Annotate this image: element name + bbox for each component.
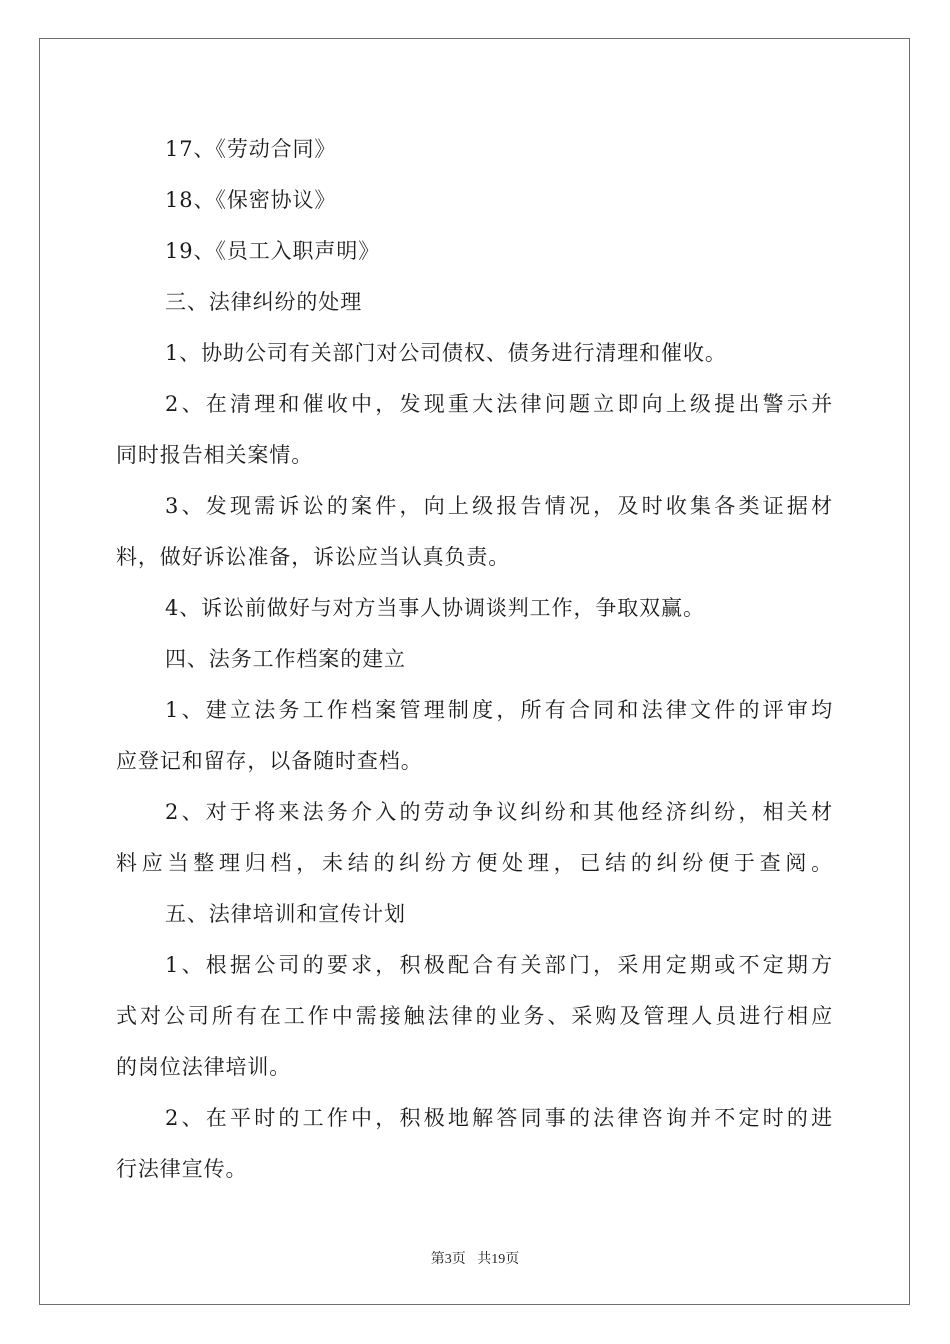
text-line: 18、《保密协议》	[165, 188, 337, 212]
text-line: 四、法务工作档案的建立	[165, 647, 406, 671]
text-line: 应登记和留存，以备随时查档。	[116, 749, 423, 773]
text-line: 行法律宣传。	[116, 1157, 248, 1181]
page-footer	[0, 1248, 950, 1268]
page-number: 第3页	[430, 1252, 466, 1267]
text-line: 料，做好诉讼准备，诉讼应当认真负责。	[116, 545, 511, 569]
text-line: 料应当整理归档，未结的纠纷方便处理，已结的纠纷便于查阅。	[116, 851, 833, 875]
text-line: 式对公司所有在工作中需接触法律的业务、采购及管理人员进行相应	[116, 1004, 833, 1028]
text-line: 19、《员工入职声明》	[165, 239, 381, 263]
text-line: 1、建立法务工作档案管理制度，所有合同和法律文件的评审均	[165, 698, 833, 722]
text-line: 3、发现需诉讼的案件，向上级报告情况，及时收集各类证据材	[165, 494, 833, 518]
text-line: 2、对于将来法务介入的劳动争议纠纷和其他经济纠纷，相关材	[165, 800, 833, 824]
text-line: 1、根据公司的要求，积极配合有关部门，采用定期或不定期方	[165, 953, 833, 977]
text-line: 2、在清理和催收中，发现重大法律问题立即向上级提出警示并	[165, 392, 833, 416]
text-line: 4、诉讼前做好与对方当事人协调谈判工作，争取双赢。	[165, 596, 705, 620]
text-line: 三、法律纠纷的处理	[165, 290, 363, 314]
text-line: 2、在平时的工作中，积极地解答同事的法律咨询并不定时的进	[165, 1106, 833, 1130]
page-total: 共19页	[477, 1252, 520, 1267]
text-line: 的岗位法律培训。	[116, 1055, 292, 1079]
text-line: 同时报告相关案情。	[116, 443, 314, 467]
text-line: 17、《劳动合同》	[165, 137, 337, 161]
document-body	[116, 127, 833, 1198]
text-line: 1、协助公司有关部门对公司债权、债务进行清理和催收。	[165, 341, 727, 365]
text-line: 五、法律培训和宣传计划	[165, 902, 406, 926]
